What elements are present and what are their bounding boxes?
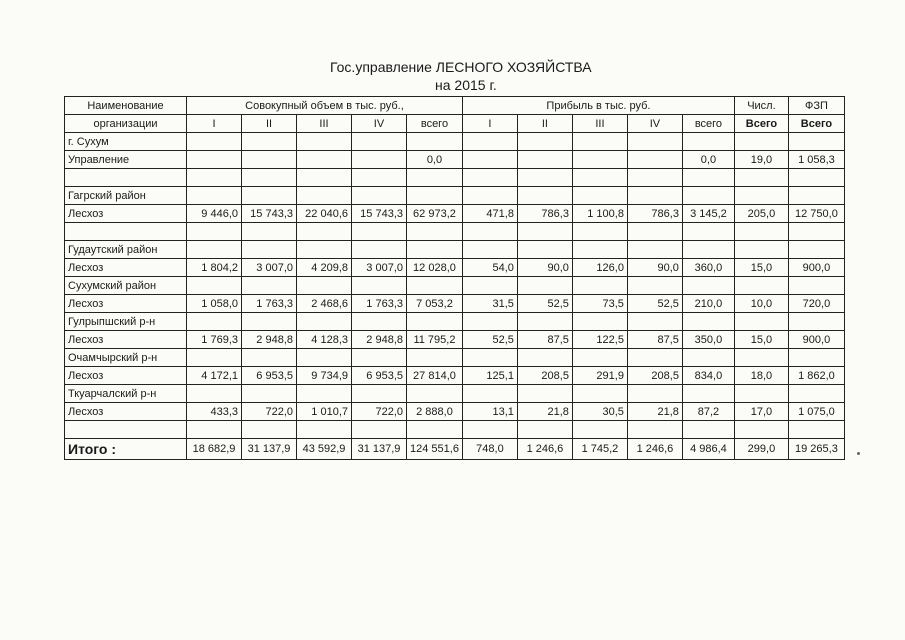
organization-label: Лесхоз	[65, 259, 187, 277]
volume-total: 12 028,0	[407, 259, 463, 277]
region-name: Ткуарчалский р-н	[65, 385, 187, 403]
profit-quarter: 30,5	[572, 403, 627, 421]
total-profit: 748,0	[462, 439, 517, 460]
header-volume: Совокупный объем в тыс. руб.,	[187, 97, 463, 115]
count-value: 17,0	[734, 403, 788, 421]
count-value: 15,0	[734, 331, 788, 349]
volume-quarter: 2 948,8	[242, 331, 297, 349]
volume-quarter: 1 769,3	[187, 331, 242, 349]
profit-quarter: 126,0	[572, 259, 627, 277]
empty-cell	[462, 385, 517, 403]
empty-cell	[517, 421, 572, 439]
organization-label: Управление	[65, 151, 187, 169]
total-profit: 1 246,6	[627, 439, 682, 460]
volume-total: 2 888,0	[407, 403, 463, 421]
profit-quarter	[572, 151, 627, 169]
profit-quarter: 21,8	[517, 403, 572, 421]
header-count: Числ.	[734, 97, 788, 115]
count-value: 15,0	[734, 259, 788, 277]
empty-cell	[65, 169, 187, 187]
empty-cell	[627, 277, 682, 295]
empty-cell	[297, 169, 352, 187]
empty-cell	[297, 133, 352, 151]
empty-cell	[734, 187, 788, 205]
empty-cell	[407, 133, 463, 151]
empty-cell	[627, 241, 682, 259]
total-volume: 43 592,9	[297, 439, 352, 460]
header-volume-q1: I	[187, 115, 242, 133]
volume-quarter: 9 734,9	[297, 367, 352, 385]
empty-cell	[627, 187, 682, 205]
empty-cell	[352, 349, 407, 367]
volume-quarter: 6 953,5	[242, 367, 297, 385]
empty-cell	[187, 277, 242, 295]
empty-cell	[242, 349, 297, 367]
region-row	[65, 277, 845, 295]
profit-quarter: 122,5	[572, 331, 627, 349]
profit-quarter: 31,5	[462, 295, 517, 313]
empty-cell	[517, 169, 572, 187]
volume-quarter: 4 209,8	[297, 259, 352, 277]
table-row	[65, 151, 845, 169]
region-row	[65, 133, 845, 151]
empty-cell	[682, 241, 734, 259]
empty-cell	[788, 421, 844, 439]
profit-quarter: 208,5	[627, 367, 682, 385]
empty-cell	[572, 133, 627, 151]
profit-quarter	[462, 151, 517, 169]
profit-total: 350,0	[682, 331, 734, 349]
profit-quarter: 125,1	[462, 367, 517, 385]
profit-total: 360,0	[682, 259, 734, 277]
volume-total: 11 795,2	[407, 331, 463, 349]
empty-cell	[517, 349, 572, 367]
profit-quarter: 21,8	[627, 403, 682, 421]
volume-quarter: 3 007,0	[242, 259, 297, 277]
header-profit: Прибыль в тыс. руб.	[462, 97, 734, 115]
empty-cell	[788, 169, 844, 187]
empty-cell	[734, 169, 788, 187]
count-value: 205,0	[734, 205, 788, 223]
region-name: Гудаутский район	[65, 241, 187, 259]
empty-cell	[734, 133, 788, 151]
total-row	[65, 439, 845, 460]
empty-cell	[517, 187, 572, 205]
profit-quarter: 73,5	[572, 295, 627, 313]
volume-quarter: 2 948,8	[352, 331, 407, 349]
empty-cell	[242, 385, 297, 403]
empty-cell	[242, 133, 297, 151]
empty-cell	[682, 313, 734, 331]
volume-quarter	[352, 151, 407, 169]
empty-cell	[407, 223, 463, 241]
table-row	[65, 259, 845, 277]
organization-label: Лесхоз	[65, 331, 187, 349]
empty-cell	[187, 187, 242, 205]
region-name: Очамчырский р-н	[65, 349, 187, 367]
header-volume-q4: IV	[352, 115, 407, 133]
empty-cell	[572, 349, 627, 367]
empty-cell	[352, 133, 407, 151]
empty-cell	[734, 223, 788, 241]
volume-quarter	[242, 151, 297, 169]
empty-cell	[572, 223, 627, 241]
profit-total: 87,2	[682, 403, 734, 421]
region-row	[65, 187, 845, 205]
forestry-table	[64, 96, 845, 460]
profit-quarter: 52,5	[517, 295, 572, 313]
empty-cell	[297, 313, 352, 331]
empty-cell	[297, 241, 352, 259]
header-volume-q3: III	[297, 115, 352, 133]
empty-cell	[65, 223, 187, 241]
organization-label: Лесхоз	[65, 367, 187, 385]
title-line-2: на 2015 г.	[435, 77, 497, 93]
empty-cell	[572, 313, 627, 331]
empty-cell	[242, 421, 297, 439]
empty-cell	[517, 241, 572, 259]
profit-total: 210,0	[682, 295, 734, 313]
total-label: Итого :	[65, 439, 187, 460]
header-count-total: Всего	[734, 115, 788, 133]
empty-cell	[682, 349, 734, 367]
header-volume-total: всего	[407, 115, 463, 133]
region-row	[65, 241, 845, 259]
empty-cell	[352, 223, 407, 241]
empty-cell	[187, 421, 242, 439]
empty-cell	[407, 187, 463, 205]
empty-cell	[734, 313, 788, 331]
table-row	[65, 403, 845, 421]
empty-cell	[462, 349, 517, 367]
header-profit-q2: II	[517, 115, 572, 133]
empty-cell	[462, 169, 517, 187]
empty-cell	[407, 169, 463, 187]
profit-total: 3 145,2	[682, 205, 734, 223]
empty-cell	[572, 241, 627, 259]
volume-quarter: 722,0	[242, 403, 297, 421]
region-name: Гулрыпшский р-н	[65, 313, 187, 331]
fzp-value: 900,0	[788, 331, 844, 349]
volume-quarter: 3 007,0	[352, 259, 407, 277]
empty-cell	[297, 385, 352, 403]
empty-cell	[734, 421, 788, 439]
volume-quarter: 4 172,1	[187, 367, 242, 385]
total-volume: 31 137,9	[242, 439, 297, 460]
total-fzp: 19 265,3	[788, 439, 844, 460]
empty-cell	[572, 187, 627, 205]
empty-cell	[462, 277, 517, 295]
empty-cell	[682, 223, 734, 241]
volume-quarter: 15 743,3	[352, 205, 407, 223]
volume-quarter: 9 446,0	[187, 205, 242, 223]
empty-cell	[788, 385, 844, 403]
empty-cell	[297, 349, 352, 367]
total-volume: 18 682,9	[187, 439, 242, 460]
empty-cell	[407, 349, 463, 367]
empty-cell	[788, 313, 844, 331]
empty-cell	[462, 421, 517, 439]
profit-quarter: 87,5	[627, 331, 682, 349]
profit-quarter: 786,3	[627, 205, 682, 223]
empty-cell	[352, 313, 407, 331]
header-profit-q4: IV	[627, 115, 682, 133]
empty-cell	[788, 277, 844, 295]
empty-cell	[627, 169, 682, 187]
volume-quarter: 1 763,3	[242, 295, 297, 313]
spacer-row	[65, 169, 845, 187]
empty-cell	[682, 421, 734, 439]
profit-quarter: 208,5	[517, 367, 572, 385]
empty-cell	[788, 223, 844, 241]
empty-cell	[352, 169, 407, 187]
empty-cell	[297, 223, 352, 241]
volume-quarter: 1 804,2	[187, 259, 242, 277]
profit-quarter: 90,0	[517, 259, 572, 277]
profit-quarter	[627, 151, 682, 169]
empty-cell	[572, 421, 627, 439]
profit-total: 834,0	[682, 367, 734, 385]
empty-cell	[407, 313, 463, 331]
empty-cell	[517, 385, 572, 403]
volume-total: 7 053,2	[407, 295, 463, 313]
profit-quarter: 54,0	[462, 259, 517, 277]
empty-cell	[682, 277, 734, 295]
header-name-bottom: организации	[65, 115, 187, 133]
empty-cell	[572, 169, 627, 187]
region-row	[65, 313, 845, 331]
empty-cell	[734, 349, 788, 367]
scan-speck	[857, 452, 860, 455]
empty-cell	[788, 349, 844, 367]
empty-cell	[407, 241, 463, 259]
empty-cell	[352, 241, 407, 259]
empty-cell	[352, 421, 407, 439]
region-row	[65, 385, 845, 403]
profit-quarter: 52,5	[627, 295, 682, 313]
profit-quarter: 471,8	[462, 205, 517, 223]
empty-cell	[627, 421, 682, 439]
header-volume-q2: II	[242, 115, 297, 133]
organization-label: Лесхоз	[65, 295, 187, 313]
region-row	[65, 349, 845, 367]
empty-cell	[517, 277, 572, 295]
empty-cell	[297, 421, 352, 439]
empty-cell	[627, 385, 682, 403]
header-profit-total: всего	[682, 115, 734, 133]
empty-cell	[572, 277, 627, 295]
header-fzp: ФЗП	[788, 97, 844, 115]
empty-cell	[242, 169, 297, 187]
empty-cell	[517, 133, 572, 151]
fzp-value: 900,0	[788, 259, 844, 277]
empty-cell	[788, 241, 844, 259]
empty-cell	[462, 223, 517, 241]
profit-quarter: 87,5	[517, 331, 572, 349]
empty-cell	[627, 223, 682, 241]
table-row	[65, 205, 845, 223]
count-value: 18,0	[734, 367, 788, 385]
empty-cell	[187, 349, 242, 367]
empty-cell	[407, 277, 463, 295]
volume-quarter: 433,3	[187, 403, 242, 421]
empty-cell	[627, 349, 682, 367]
fzp-value: 1 862,0	[788, 367, 844, 385]
empty-cell	[734, 241, 788, 259]
volume-quarter: 722,0	[352, 403, 407, 421]
empty-cell	[352, 385, 407, 403]
total-volume: 124 551,6	[407, 439, 463, 460]
profit-quarter: 291,9	[572, 367, 627, 385]
table-row	[65, 295, 845, 313]
volume-quarter	[187, 151, 242, 169]
spacer-row	[65, 223, 845, 241]
fzp-value: 720,0	[788, 295, 844, 313]
empty-cell	[187, 223, 242, 241]
empty-cell	[734, 385, 788, 403]
fzp-value: 1 075,0	[788, 403, 844, 421]
empty-cell	[242, 187, 297, 205]
empty-cell	[682, 169, 734, 187]
table-row	[65, 331, 845, 349]
organization-label: Лесхоз	[65, 403, 187, 421]
volume-quarter: 1 010,7	[297, 403, 352, 421]
header-fzp-total: Всего	[788, 115, 844, 133]
empty-cell	[407, 421, 463, 439]
profit-quarter: 786,3	[517, 205, 572, 223]
empty-cell	[352, 187, 407, 205]
empty-cell	[65, 421, 187, 439]
region-name: г. Сухум	[65, 133, 187, 151]
empty-cell	[627, 313, 682, 331]
empty-cell	[187, 169, 242, 187]
empty-cell	[187, 385, 242, 403]
empty-cell	[242, 241, 297, 259]
header-profit-q3: III	[572, 115, 627, 133]
empty-cell	[788, 133, 844, 151]
region-name: Гагрский район	[65, 187, 187, 205]
empty-cell	[187, 133, 242, 151]
profit-quarter: 90,0	[627, 259, 682, 277]
empty-cell	[682, 385, 734, 403]
empty-cell	[572, 385, 627, 403]
empty-cell	[187, 241, 242, 259]
empty-cell	[297, 277, 352, 295]
empty-cell	[407, 385, 463, 403]
volume-quarter: 15 743,3	[242, 205, 297, 223]
profit-quarter: 52,5	[462, 331, 517, 349]
empty-cell	[462, 313, 517, 331]
empty-cell	[462, 241, 517, 259]
empty-cell	[682, 187, 734, 205]
profit-quarter: 13,1	[462, 403, 517, 421]
empty-cell	[734, 277, 788, 295]
empty-cell	[682, 133, 734, 151]
total-profit: 4 986,4	[682, 439, 734, 460]
volume-quarter: 1 058,0	[187, 295, 242, 313]
empty-cell	[297, 187, 352, 205]
empty-cell	[788, 187, 844, 205]
region-name: Сухумский район	[65, 277, 187, 295]
empty-cell	[242, 277, 297, 295]
profit-quarter	[517, 151, 572, 169]
total-profit: 1 246,6	[517, 439, 572, 460]
empty-cell	[187, 313, 242, 331]
volume-quarter: 1 763,3	[352, 295, 407, 313]
volume-total: 27 814,0	[407, 367, 463, 385]
empty-cell	[517, 313, 572, 331]
header-name-top: Наименование	[65, 97, 187, 115]
total-profit: 1 745,2	[572, 439, 627, 460]
empty-cell	[352, 277, 407, 295]
title-line-1: Гос.управление ЛЕСНОГО ХОЗЯЙСТВА	[330, 59, 592, 75]
total-volume: 31 137,9	[352, 439, 407, 460]
count-value: 10,0	[734, 295, 788, 313]
volume-quarter: 4 128,3	[297, 331, 352, 349]
table-body	[65, 133, 845, 460]
header-profit-q1: I	[462, 115, 517, 133]
volume-total: 62 973,2	[407, 205, 463, 223]
empty-cell	[627, 133, 682, 151]
empty-cell	[242, 313, 297, 331]
volume-quarter	[297, 151, 352, 169]
empty-cell	[517, 223, 572, 241]
profit-quarter: 1 100,8	[572, 205, 627, 223]
spacer-row	[65, 421, 845, 439]
empty-cell	[242, 223, 297, 241]
volume-total: 0,0	[407, 151, 463, 169]
total-count: 299,0	[734, 439, 788, 460]
profit-total: 0,0	[682, 151, 734, 169]
volume-quarter: 22 040,6	[297, 205, 352, 223]
count-value: 19,0	[734, 151, 788, 169]
table-row	[65, 367, 845, 385]
volume-quarter: 6 953,5	[352, 367, 407, 385]
fzp-value: 1 058,3	[788, 151, 844, 169]
volume-quarter: 2 468,6	[297, 295, 352, 313]
empty-cell	[462, 187, 517, 205]
organization-label: Лесхоз	[65, 205, 187, 223]
fzp-value: 12 750,0	[788, 205, 844, 223]
empty-cell	[462, 133, 517, 151]
